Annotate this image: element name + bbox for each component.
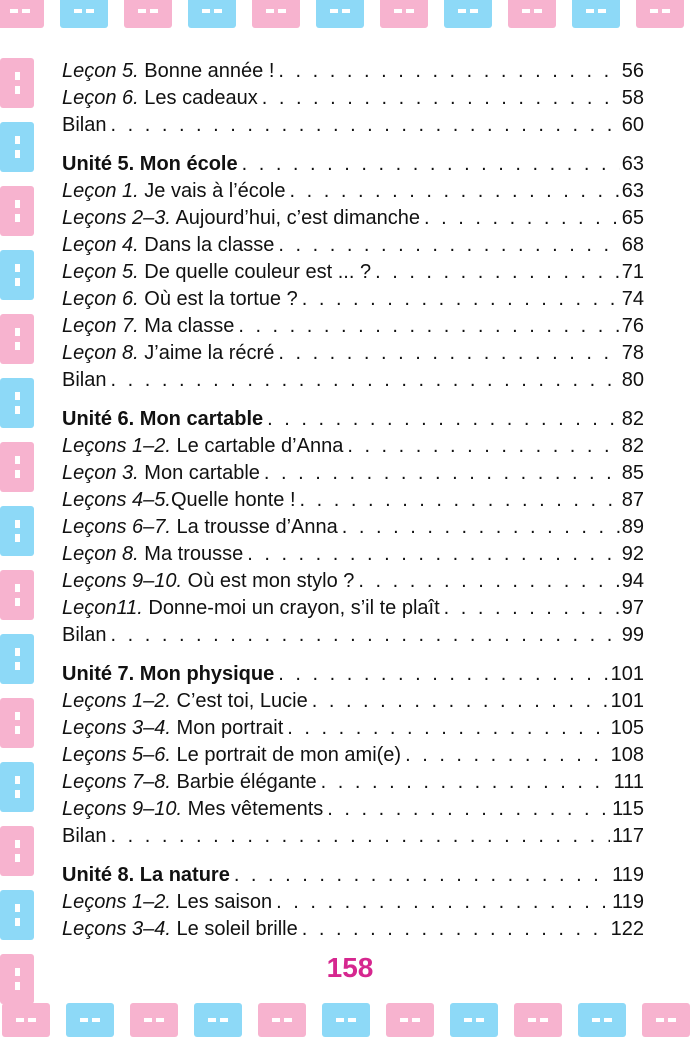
dot-leader — [278, 340, 619, 367]
border-block — [450, 1003, 498, 1037]
border-block — [252, 0, 300, 28]
toc-entry-title — [62, 487, 296, 514]
lesson-number: Leçon 4. — [62, 234, 139, 256]
toc-unit-row — [62, 406, 644, 433]
border-block — [258, 1003, 306, 1037]
toc-page-number: 63 — [621, 180, 644, 202]
entry-text: La trousse d’Anna — [170, 516, 338, 538]
toc-page-number: 68 — [621, 234, 644, 256]
entry-text: Unité 5. Mon école — [62, 153, 238, 175]
dot-leader — [278, 58, 619, 85]
dot-leader — [375, 259, 620, 286]
lesson-number: Leçons 2–3. — [62, 207, 171, 229]
entry-text: Quelle honte ! — [170, 489, 296, 511]
entry-text: Aujourd’hui, c’est dimanche — [170, 207, 421, 229]
toc-entry-title — [62, 661, 274, 688]
entry-text: C’est toi, Lucie — [170, 690, 308, 712]
border-block — [194, 1003, 242, 1037]
entry-text: Mes vêtements — [182, 798, 324, 820]
toc-lesson-row — [62, 58, 644, 85]
lesson-number: Leçon 6. — [62, 87, 139, 109]
entry-text: J’aime la récré — [138, 342, 275, 364]
toc-page-number: 89 — [621, 516, 644, 538]
dot-leader — [242, 151, 620, 178]
toc-lesson-row — [62, 568, 644, 595]
border-block — [0, 378, 34, 428]
border-block — [572, 0, 620, 28]
toc-page-number: 119 — [612, 864, 644, 886]
entry-text: Mon portrait — [170, 717, 284, 739]
lesson-number: Leçon 3. — [62, 462, 139, 484]
border-block — [0, 570, 34, 620]
toc-entry-title — [62, 916, 298, 943]
toc-page-number: 97 — [621, 597, 644, 619]
toc-page-number: 99 — [621, 624, 644, 646]
toc-entry-title — [62, 151, 238, 178]
border-block — [322, 1003, 370, 1037]
toc-page-number: 56 — [621, 60, 644, 82]
border-block — [0, 442, 34, 492]
entry-text: Les saison — [170, 891, 273, 913]
toc-entry-title — [62, 514, 338, 541]
toc-page-number: 108 — [610, 744, 644, 766]
entry-text: Le soleil brille — [170, 918, 298, 940]
toc-unit-row — [62, 661, 644, 688]
toc-lesson-row — [62, 916, 644, 943]
toc-entry-title — [62, 796, 323, 823]
entry-text: Bilan — [62, 114, 107, 136]
dot-leader — [264, 460, 620, 487]
toc-entry-title — [62, 541, 243, 568]
border-block — [124, 0, 172, 28]
lesson-number: Leçon 5. — [62, 261, 139, 283]
toc-entry-title — [62, 595, 440, 622]
lesson-number: Leçons 1–2. — [62, 891, 171, 913]
toc-page-number: 94 — [621, 570, 644, 592]
entry-text: Où est mon stylo ? — [182, 570, 355, 592]
border-block — [60, 0, 108, 28]
entry-text: Je vais à l’école — [138, 180, 286, 202]
dot-leader — [247, 541, 620, 568]
lesson-number: Leçons 9–10. — [62, 570, 183, 592]
toc-lesson-row — [62, 715, 644, 742]
border-block — [0, 890, 34, 940]
toc-page-number: 82 — [621, 408, 644, 430]
dot-leader — [276, 889, 610, 916]
toc-bilan-row — [62, 622, 644, 649]
entry-text: Bilan — [62, 624, 107, 646]
entry-text: Où est la tortue ? — [138, 288, 298, 310]
lesson-number: Leçon 5. — [62, 60, 139, 82]
entry-text: Bilan — [62, 369, 107, 391]
toc-entry-title — [62, 715, 283, 742]
toc-entry-title — [62, 313, 234, 340]
border-block — [188, 0, 236, 28]
border-block — [514, 1003, 562, 1037]
border-block — [0, 186, 34, 236]
dot-leader — [278, 661, 608, 688]
toc-entry-title — [62, 85, 258, 112]
toc-bilan-row — [62, 112, 644, 139]
lesson-number: Leçons 5–6. — [62, 744, 171, 766]
dot-leader — [110, 622, 619, 649]
toc-lesson-row — [62, 460, 644, 487]
toc-page-number: 101 — [610, 690, 644, 712]
toc-lesson-row — [62, 769, 644, 796]
toc-lesson-row — [62, 514, 644, 541]
dot-leader — [347, 433, 619, 460]
toc-entry-title — [62, 178, 285, 205]
toc-lesson-row — [62, 889, 644, 916]
border-block — [0, 506, 34, 556]
border-block — [636, 0, 684, 28]
toc-page-number: 85 — [621, 462, 644, 484]
toc-page-number: 74 — [621, 288, 644, 310]
toc-entry-title — [62, 862, 230, 889]
border-block — [0, 58, 34, 108]
entry-text: Mon cartable — [138, 462, 260, 484]
toc-page-number: 58 — [621, 87, 644, 109]
entry-text: Barbie élégante — [170, 771, 317, 793]
toc-page-number: 117 — [612, 825, 644, 847]
lesson-number: Leçons 4–5. — [62, 489, 171, 511]
dot-leader — [110, 823, 610, 850]
border-block — [0, 250, 34, 300]
dot-leader — [287, 715, 608, 742]
dot-leader — [358, 568, 619, 595]
toc-page-number: 87 — [621, 489, 644, 511]
toc-entry-title — [62, 742, 401, 769]
toc-lesson-row — [62, 286, 644, 313]
toc-entry-title — [62, 205, 420, 232]
toc-page-number: 60 — [621, 114, 644, 136]
toc-page-number: 101 — [610, 663, 644, 685]
toc-lesson-row — [62, 259, 644, 286]
toc-page-number: 80 — [621, 369, 644, 391]
toc-lesson-row — [62, 487, 644, 514]
toc-entry-title — [62, 367, 106, 394]
border-block — [386, 1003, 434, 1037]
toc-page-number: 119 — [612, 891, 644, 913]
toc-bilan-row — [62, 823, 644, 850]
lesson-number: Leçon 1. — [62, 180, 139, 202]
border-block — [316, 0, 364, 28]
toc-entry-title — [62, 340, 274, 367]
toc-entry-title — [62, 112, 106, 139]
dot-leader — [110, 112, 619, 139]
toc-entry-title — [62, 232, 274, 259]
toc-page-number: 76 — [621, 315, 644, 337]
entry-text: Unité 8. La nature — [62, 864, 230, 886]
dot-leader — [302, 916, 609, 943]
lesson-number: Leçon 8. — [62, 543, 139, 565]
dot-leader — [234, 862, 610, 889]
toc-page-number: 71 — [621, 261, 644, 283]
dot-leader — [267, 406, 620, 433]
lesson-number: Leçons 3–4. — [62, 918, 171, 940]
toc-lesson-row — [62, 541, 644, 568]
toc-entry-title — [62, 889, 272, 916]
dot-leader — [444, 595, 620, 622]
dot-leader — [262, 85, 620, 112]
entry-text: Unité 6. Mon cartable — [62, 408, 264, 430]
toc-page-number: 122 — [610, 918, 644, 940]
border-block — [0, 122, 34, 172]
toc-entry-title — [62, 568, 354, 595]
border-block — [0, 634, 34, 684]
entry-text: Le cartable d’Anna — [170, 435, 344, 457]
border-block — [0, 314, 34, 364]
toc-lesson-row — [62, 85, 644, 112]
entry-text: Bonne année ! — [138, 60, 275, 82]
toc-page-number: 82 — [621, 435, 644, 457]
entry-text: Donne-moi un crayon, s’il te plaît — [142, 597, 440, 619]
lesson-number: Leçons 3–4. — [62, 717, 171, 739]
toc-unit-row — [62, 862, 644, 889]
toc-lesson-row — [62, 178, 644, 205]
toc-entry-title — [62, 259, 371, 286]
dot-leader — [342, 514, 620, 541]
dot-leader — [321, 769, 612, 796]
lesson-number: Leçons 7–8. — [62, 771, 171, 793]
dot-leader — [327, 796, 610, 823]
toc-lesson-row — [62, 742, 644, 769]
toc-entry-title — [62, 433, 343, 460]
toc-lesson-row — [62, 313, 644, 340]
toc-entry-title — [62, 286, 298, 313]
toc-page-number: 115 — [612, 798, 644, 820]
dot-leader — [289, 178, 619, 205]
border-block — [130, 1003, 178, 1037]
entry-text: Bilan — [62, 825, 107, 847]
lesson-number: Leçon 8. — [62, 342, 139, 364]
toc-lesson-row — [62, 796, 644, 823]
dot-leader — [238, 313, 619, 340]
dot-leader — [110, 367, 619, 394]
entry-text: Les cadeaux — [138, 87, 258, 109]
border-block — [0, 0, 44, 28]
lesson-number: Leçon11. — [62, 597, 143, 619]
lesson-number: Leçon 7. — [62, 315, 139, 337]
border-block — [578, 1003, 626, 1037]
dot-leader — [300, 487, 620, 514]
lesson-number: Leçons 1–2. — [62, 690, 171, 712]
border-block — [0, 826, 34, 876]
dot-leader — [424, 205, 620, 232]
toc-bilan-row — [62, 367, 644, 394]
dot-leader — [312, 688, 609, 715]
toc-lesson-row — [62, 340, 644, 367]
toc-entry-title — [62, 406, 263, 433]
border-block — [380, 0, 428, 28]
toc-page-number: 111 — [613, 771, 644, 793]
toc-page-number: 65 — [621, 207, 644, 229]
dot-leader — [302, 286, 620, 313]
page-number: 158 — [326, 952, 374, 983]
entry-text: Ma classe — [138, 315, 235, 337]
toc-page-number: 63 — [621, 153, 644, 175]
toc-lesson-row — [62, 433, 644, 460]
toc-unit-row — [62, 151, 644, 178]
toc-page-number: 105 — [610, 717, 644, 739]
toc-entry-title — [62, 622, 106, 649]
dot-leader — [405, 742, 609, 769]
border-block — [2, 1003, 50, 1037]
border-block — [508, 0, 556, 28]
toc-entry-title — [62, 769, 317, 796]
toc-entry-title — [62, 688, 308, 715]
toc-lesson-row — [62, 205, 644, 232]
entry-text: Le portrait de mon ami(e) — [170, 744, 402, 766]
toc-lesson-row — [62, 688, 644, 715]
entry-text: Ma trousse — [138, 543, 244, 565]
toc-lesson-row — [62, 232, 644, 259]
lesson-number: Leçons 6–7. — [62, 516, 171, 538]
toc-entry-title — [62, 460, 260, 487]
entry-text: De quelle couleur est ... ? — [138, 261, 372, 283]
dot-leader — [278, 232, 619, 259]
lesson-number: Leçons 9–10. — [62, 798, 183, 820]
border-block — [66, 1003, 114, 1037]
border-block — [0, 698, 34, 748]
border-block — [0, 762, 34, 812]
toc-lesson-row — [62, 595, 644, 622]
entry-text: Dans la classe — [138, 234, 275, 256]
entry-text: Unité 7. Mon physique — [62, 663, 275, 685]
toc-page-number: 78 — [621, 342, 644, 364]
lesson-number: Leçon 6. — [62, 288, 139, 310]
lesson-number: Leçons 1–2. — [62, 435, 171, 457]
table-of-contents — [62, 58, 644, 943]
border-block — [642, 1003, 690, 1037]
toc-entry-title — [62, 58, 274, 85]
border-block — [444, 0, 492, 28]
toc-entry-title — [62, 823, 106, 850]
toc-page-number: 92 — [621, 543, 644, 565]
